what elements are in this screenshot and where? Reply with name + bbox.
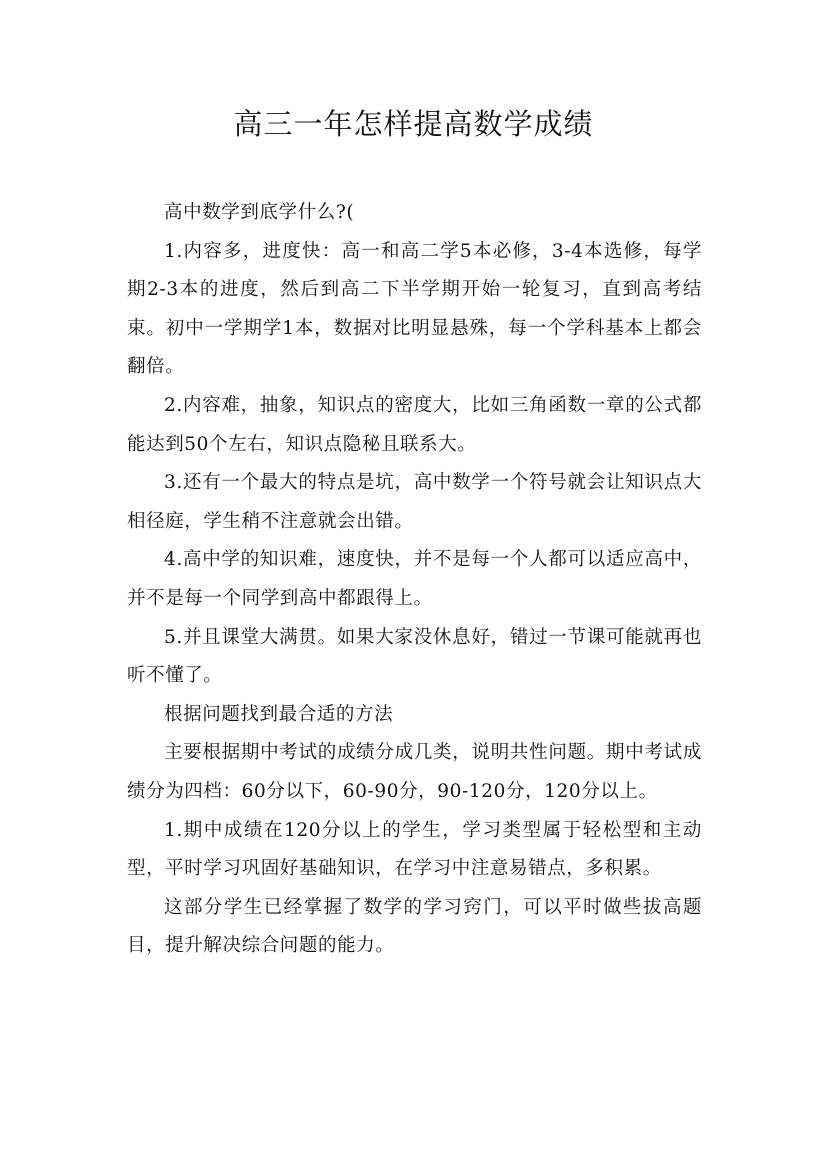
paragraph-category-1: 1.期中成绩在120分以上的学生，学习类型属于轻松型和主动型，平时学习巩固好基础知识，在学习中注意易错点，多积累。 <box>127 819 702 880</box>
paragraph-category-1-advice: 这部分学生已经掌握了数学的学习窍门，可以平时做些拔高题目，提升解决综合问题的能力。 <box>127 896 702 957</box>
document-title: 高三一年怎样提高数学成绩 <box>233 107 594 141</box>
paragraph-point-4: 4.高中学的知识难，速度快，并不是每一个人都可以适应高中，并不是每一个同学到高中都跟得上。 <box>127 549 702 609</box>
paragraph-point-2: 2.内容难，抽象，知识点的密度大，比如三角函数一章的公式都能达到50个左右，知识点隐秘且联系大。 <box>127 394 702 455</box>
paragraph-point-5: 5.并且课堂大满贯。如果大家没休息好，错过一节课可能就再也听不懂了。 <box>127 626 702 687</box>
document-body <box>127 194 702 966</box>
paragraph-question: 高中数学到底学什么?( <box>164 202 355 223</box>
paragraph-method-heading: 根据问题找到最合适的方法 <box>164 703 394 725</box>
paragraph-point-3: 3.还有一个最大的特点是坑，高中数学一个符号就会让知识点大相径庭，学生稍不注意就会出错。 <box>127 472 702 532</box>
paragraph-score-categories: 主要根据期中考试的成绩分成几类，说明共性问题。期中考试成绩分为四档：60分以下，60-90分，90-120分，120分以上。 <box>127 742 702 802</box>
paragraph-point-1: 1.内容多，进度快：高一和高二学5本必修，3-4本选修，每学期2-3本的进度，然后到高二下半学期开始一轮复习，直到高考结束。初中一学期学1本，数据对比明显悬殊，每一个学科基本上都会翻倍。 <box>127 240 702 378</box>
